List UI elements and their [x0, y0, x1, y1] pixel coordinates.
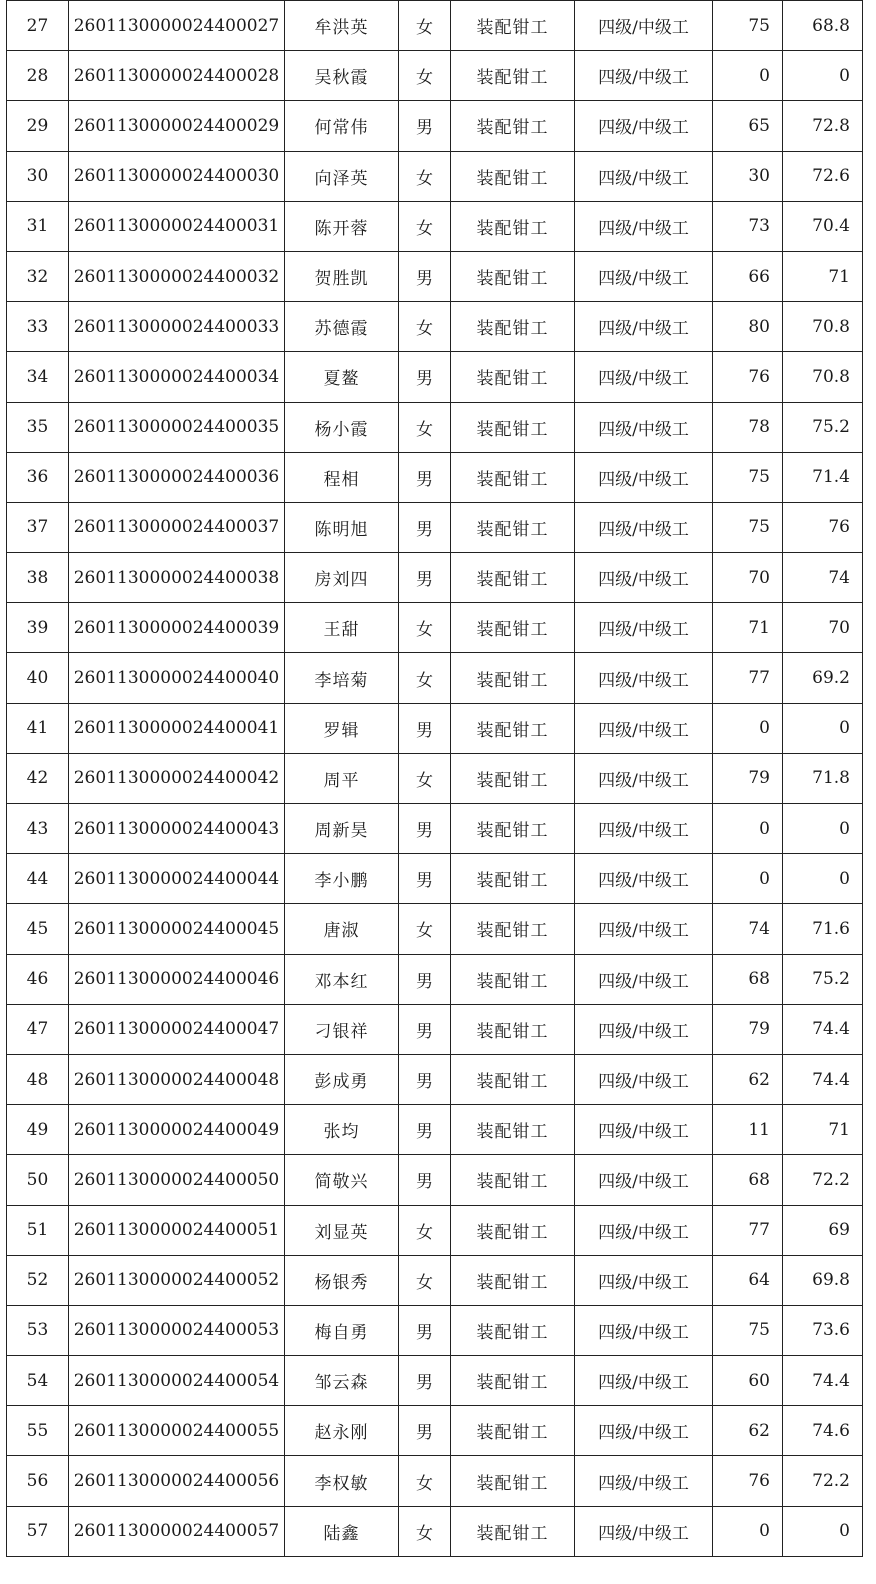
- occupation-cell: 装配钳工: [451, 954, 575, 1004]
- score-1-cell: 65: [713, 101, 783, 151]
- level-cell: 四级/中级工: [575, 302, 713, 352]
- score-1-cell: 66: [713, 251, 783, 301]
- candidate-id-cell: 2601130000024400027: [69, 1, 285, 51]
- occupation-cell: 装配钳工: [451, 452, 575, 502]
- level-cell: 四级/中级工: [575, 804, 713, 854]
- score-1-cell: 0: [713, 51, 783, 101]
- row-number-cell: 39: [7, 603, 69, 653]
- gender-cell: 男: [399, 1356, 451, 1406]
- level-cell: 四级/中级工: [575, 1105, 713, 1155]
- score-1-cell: 11: [713, 1105, 783, 1155]
- score-1-cell: 79: [713, 1004, 783, 1054]
- row-number-cell: 33: [7, 302, 69, 352]
- score-2-cell: 74.4: [783, 1356, 863, 1406]
- level-cell: 四级/中级工: [575, 653, 713, 703]
- occupation-cell: 装配钳工: [451, 101, 575, 151]
- level-cell: 四级/中级工: [575, 452, 713, 502]
- table-row: [7, 804, 863, 854]
- name-cell: 简敬兴: [285, 1155, 399, 1205]
- gender-cell: 女: [399, 653, 451, 703]
- name-cell: 刘显英: [285, 1205, 399, 1255]
- table-row: [7, 352, 863, 402]
- occupation-cell: 装配钳工: [451, 1305, 575, 1355]
- candidate-id-cell: 2601130000024400031: [69, 201, 285, 251]
- level-cell: 四级/中级工: [575, 603, 713, 653]
- candidate-id-cell: 2601130000024400028: [69, 51, 285, 101]
- score-1-cell: 60: [713, 1356, 783, 1406]
- occupation-cell: 装配钳工: [451, 804, 575, 854]
- gender-cell: 男: [399, 101, 451, 151]
- gender-cell: 女: [399, 1506, 451, 1556]
- name-cell: 苏德霞: [285, 302, 399, 352]
- row-number-cell: 53: [7, 1305, 69, 1355]
- candidate-id-cell: 2601130000024400056: [69, 1456, 285, 1506]
- score-1-cell: 0: [713, 854, 783, 904]
- candidate-id-cell: 2601130000024400048: [69, 1054, 285, 1104]
- row-number-cell: 27: [7, 1, 69, 51]
- level-cell: 四级/中级工: [575, 954, 713, 1004]
- row-number-cell: 45: [7, 904, 69, 954]
- score-1-cell: 0: [713, 1506, 783, 1556]
- level-cell: 四级/中级工: [575, 502, 713, 552]
- score-1-cell: 64: [713, 1255, 783, 1305]
- score-2-cell: 71.8: [783, 753, 863, 803]
- level-cell: 四级/中级工: [575, 1, 713, 51]
- gender-cell: 女: [399, 151, 451, 201]
- row-number-cell: 50: [7, 1155, 69, 1205]
- name-cell: 罗辑: [285, 703, 399, 753]
- score-2-cell: 0: [783, 51, 863, 101]
- table-row: [7, 151, 863, 201]
- candidate-id-cell: 2601130000024400047: [69, 1004, 285, 1054]
- occupation-cell: 装配钳工: [451, 1406, 575, 1456]
- score-1-cell: 77: [713, 1205, 783, 1255]
- table-row: [7, 101, 863, 151]
- level-cell: 四级/中级工: [575, 703, 713, 753]
- candidate-id-cell: 2601130000024400054: [69, 1356, 285, 1406]
- score-1-cell: 76: [713, 1456, 783, 1506]
- gender-cell: 男: [399, 352, 451, 402]
- score-2-cell: 74.4: [783, 1054, 863, 1104]
- name-cell: 赵永刚: [285, 1406, 399, 1456]
- name-cell: 陆鑫: [285, 1506, 399, 1556]
- score-2-cell: 71: [783, 1105, 863, 1155]
- score-1-cell: 30: [713, 151, 783, 201]
- table-row: [7, 502, 863, 552]
- gender-cell: 女: [399, 603, 451, 653]
- candidate-id-cell: 2601130000024400032: [69, 251, 285, 301]
- candidate-id-cell: 2601130000024400029: [69, 101, 285, 151]
- score-1-cell: 73: [713, 201, 783, 251]
- candidate-id-cell: 2601130000024400042: [69, 753, 285, 803]
- score-2-cell: 71: [783, 251, 863, 301]
- score-2-cell: 0: [783, 854, 863, 904]
- row-number-cell: 38: [7, 553, 69, 603]
- row-number-cell: 35: [7, 402, 69, 452]
- gender-cell: 女: [399, 402, 451, 452]
- level-cell: 四级/中级工: [575, 753, 713, 803]
- occupation-cell: 装配钳工: [451, 402, 575, 452]
- score-2-cell: 69.2: [783, 653, 863, 703]
- row-number-cell: 44: [7, 854, 69, 904]
- occupation-cell: 装配钳工: [451, 1, 575, 51]
- level-cell: 四级/中级工: [575, 1155, 713, 1205]
- row-number-cell: 56: [7, 1456, 69, 1506]
- table-row: [7, 1255, 863, 1305]
- score-2-cell: 69: [783, 1205, 863, 1255]
- level-cell: 四级/中级工: [575, 1305, 713, 1355]
- occupation-cell: 装配钳工: [451, 1205, 575, 1255]
- gender-cell: 男: [399, 854, 451, 904]
- score-1-cell: 68: [713, 954, 783, 1004]
- gender-cell: 女: [399, 904, 451, 954]
- occupation-cell: 装配钳工: [451, 201, 575, 251]
- occupation-cell: 装配钳工: [451, 1155, 575, 1205]
- score-2-cell: 68.8: [783, 1, 863, 51]
- table-body: [7, 1, 863, 1557]
- level-cell: 四级/中级工: [575, 553, 713, 603]
- table-row: [7, 201, 863, 251]
- row-number-cell: 48: [7, 1054, 69, 1104]
- score-2-cell: 72.2: [783, 1155, 863, 1205]
- name-cell: 王甜: [285, 603, 399, 653]
- score-1-cell: 70: [713, 553, 783, 603]
- score-2-cell: 71.6: [783, 904, 863, 954]
- gender-cell: 女: [399, 51, 451, 101]
- gender-cell: 女: [399, 302, 451, 352]
- score-2-cell: 72.8: [783, 101, 863, 151]
- occupation-cell: 装配钳工: [451, 553, 575, 603]
- occupation-cell: 装配钳工: [451, 251, 575, 301]
- row-number-cell: 51: [7, 1205, 69, 1255]
- row-number-cell: 54: [7, 1356, 69, 1406]
- score-2-cell: 71.4: [783, 452, 863, 502]
- table-row: [7, 1105, 863, 1155]
- level-cell: 四级/中级工: [575, 1255, 713, 1305]
- candidate-id-cell: 2601130000024400057: [69, 1506, 285, 1556]
- gender-cell: 女: [399, 1205, 451, 1255]
- score-1-cell: 80: [713, 302, 783, 352]
- occupation-cell: 装配钳工: [451, 1004, 575, 1054]
- occupation-cell: 装配钳工: [451, 502, 575, 552]
- score-1-cell: 75: [713, 502, 783, 552]
- name-cell: 李培菊: [285, 653, 399, 703]
- gender-cell: 男: [399, 1155, 451, 1205]
- candidate-id-cell: 2601130000024400045: [69, 904, 285, 954]
- candidate-id-cell: 2601130000024400039: [69, 603, 285, 653]
- row-number-cell: 37: [7, 502, 69, 552]
- name-cell: 彭成勇: [285, 1054, 399, 1104]
- table-row: [7, 452, 863, 502]
- row-number-cell: 29: [7, 101, 69, 151]
- row-number-cell: 47: [7, 1004, 69, 1054]
- name-cell: 何常伟: [285, 101, 399, 151]
- score-1-cell: 75: [713, 1305, 783, 1355]
- score-1-cell: 74: [713, 904, 783, 954]
- name-cell: 李权敏: [285, 1456, 399, 1506]
- gender-cell: 男: [399, 804, 451, 854]
- name-cell: 陈开蓉: [285, 201, 399, 251]
- score-2-cell: 70.8: [783, 352, 863, 402]
- score-1-cell: 0: [713, 703, 783, 753]
- row-number-cell: 52: [7, 1255, 69, 1305]
- row-number-cell: 49: [7, 1105, 69, 1155]
- candidate-id-cell: 2601130000024400037: [69, 502, 285, 552]
- score-2-cell: 75.2: [783, 954, 863, 1004]
- gender-cell: 女: [399, 1255, 451, 1305]
- score-2-cell: 70.4: [783, 201, 863, 251]
- candidate-id-cell: 2601130000024400050: [69, 1155, 285, 1205]
- level-cell: 四级/中级工: [575, 251, 713, 301]
- score-2-cell: 73.6: [783, 1305, 863, 1355]
- gender-cell: 男: [399, 452, 451, 502]
- name-cell: 刁银祥: [285, 1004, 399, 1054]
- name-cell: 吴秋霞: [285, 51, 399, 101]
- score-2-cell: 74.4: [783, 1004, 863, 1054]
- score-2-cell: 72.2: [783, 1456, 863, 1506]
- level-cell: 四级/中级工: [575, 201, 713, 251]
- occupation-cell: 装配钳工: [451, 753, 575, 803]
- table-row: [7, 703, 863, 753]
- gender-cell: 男: [399, 1406, 451, 1456]
- occupation-cell: 装配钳工: [451, 1105, 575, 1155]
- occupation-cell: 装配钳工: [451, 854, 575, 904]
- name-cell: 周新昊: [285, 804, 399, 854]
- occupation-cell: 装配钳工: [451, 51, 575, 101]
- score-1-cell: 75: [713, 452, 783, 502]
- level-cell: 四级/中级工: [575, 151, 713, 201]
- score-2-cell: 70: [783, 603, 863, 653]
- score-1-cell: 79: [713, 753, 783, 803]
- row-number-cell: 46: [7, 954, 69, 1004]
- occupation-cell: 装配钳工: [451, 653, 575, 703]
- occupation-cell: 装配钳工: [451, 352, 575, 402]
- table-row: [7, 1305, 863, 1355]
- score-2-cell: 0: [783, 703, 863, 753]
- table-row: [7, 302, 863, 352]
- occupation-cell: 装配钳工: [451, 703, 575, 753]
- occupation-cell: 装配钳工: [451, 151, 575, 201]
- name-cell: 夏鳌: [285, 352, 399, 402]
- name-cell: 周平: [285, 753, 399, 803]
- score-1-cell: 71: [713, 603, 783, 653]
- gender-cell: 男: [399, 1105, 451, 1155]
- candidate-id-cell: 2601130000024400055: [69, 1406, 285, 1456]
- name-cell: 杨银秀: [285, 1255, 399, 1305]
- occupation-cell: 装配钳工: [451, 1456, 575, 1506]
- gender-cell: 男: [399, 1305, 451, 1355]
- table-row: [7, 553, 863, 603]
- score-1-cell: 62: [713, 1054, 783, 1104]
- score-1-cell: 77: [713, 653, 783, 703]
- occupation-cell: 装配钳工: [451, 302, 575, 352]
- gender-cell: 男: [399, 954, 451, 1004]
- level-cell: 四级/中级工: [575, 1406, 713, 1456]
- score-1-cell: 75: [713, 1, 783, 51]
- name-cell: 杨小霞: [285, 402, 399, 452]
- level-cell: 四级/中级工: [575, 352, 713, 402]
- occupation-cell: 装配钳工: [451, 1054, 575, 1104]
- score-1-cell: 76: [713, 352, 783, 402]
- score-2-cell: 75.2: [783, 402, 863, 452]
- table-row: [7, 954, 863, 1004]
- candidate-id-cell: 2601130000024400030: [69, 151, 285, 201]
- score-1-cell: 78: [713, 402, 783, 452]
- candidate-id-cell: 2601130000024400044: [69, 854, 285, 904]
- score-2-cell: 74.6: [783, 1406, 863, 1456]
- table-row: [7, 1054, 863, 1104]
- gender-cell: 男: [399, 1054, 451, 1104]
- level-cell: 四级/中级工: [575, 1356, 713, 1406]
- row-number-cell: 43: [7, 804, 69, 854]
- name-cell: 唐淑: [285, 904, 399, 954]
- table-row: [7, 1406, 863, 1456]
- score-2-cell: 76: [783, 502, 863, 552]
- level-cell: 四级/中级工: [575, 1004, 713, 1054]
- score-2-cell: 74: [783, 553, 863, 603]
- table-row: [7, 904, 863, 954]
- name-cell: 邓本红: [285, 954, 399, 1004]
- occupation-cell: 装配钳工: [451, 904, 575, 954]
- candidate-id-cell: 2601130000024400034: [69, 352, 285, 402]
- name-cell: 梅自勇: [285, 1305, 399, 1355]
- occupation-cell: 装配钳工: [451, 1506, 575, 1556]
- level-cell: 四级/中级工: [575, 1054, 713, 1104]
- score-1-cell: 62: [713, 1406, 783, 1456]
- table-row: [7, 653, 863, 703]
- row-number-cell: 28: [7, 51, 69, 101]
- row-number-cell: 40: [7, 653, 69, 703]
- table-row: [7, 1004, 863, 1054]
- candidate-id-cell: 2601130000024400051: [69, 1205, 285, 1255]
- table-row: [7, 753, 863, 803]
- row-number-cell: 31: [7, 201, 69, 251]
- table-row: [7, 402, 863, 452]
- gender-cell: 女: [399, 1, 451, 51]
- table-row: [7, 1, 863, 51]
- candidate-id-cell: 2601130000024400052: [69, 1255, 285, 1305]
- level-cell: 四级/中级工: [575, 854, 713, 904]
- score-table-sheet: [6, 0, 862, 1557]
- score-2-cell: 0: [783, 804, 863, 854]
- score-1-cell: 0: [713, 804, 783, 854]
- gender-cell: 女: [399, 201, 451, 251]
- candidate-id-cell: 2601130000024400049: [69, 1105, 285, 1155]
- level-cell: 四级/中级工: [575, 1205, 713, 1255]
- table-row: [7, 603, 863, 653]
- name-cell: 向泽英: [285, 151, 399, 201]
- score-2-cell: 72.6: [783, 151, 863, 201]
- score-1-cell: 68: [713, 1155, 783, 1205]
- gender-cell: 女: [399, 1456, 451, 1506]
- gender-cell: 男: [399, 251, 451, 301]
- row-number-cell: 57: [7, 1506, 69, 1556]
- table-row: [7, 1506, 863, 1556]
- row-number-cell: 55: [7, 1406, 69, 1456]
- row-number-cell: 41: [7, 703, 69, 753]
- row-number-cell: 42: [7, 753, 69, 803]
- candidate-id-cell: 2601130000024400036: [69, 452, 285, 502]
- table-row: [7, 854, 863, 904]
- level-cell: 四级/中级工: [575, 1506, 713, 1556]
- table-row: [7, 1456, 863, 1506]
- level-cell: 四级/中级工: [575, 402, 713, 452]
- gender-cell: 男: [399, 502, 451, 552]
- candidate-id-cell: 2601130000024400041: [69, 703, 285, 753]
- candidate-id-cell: 2601130000024400053: [69, 1305, 285, 1355]
- name-cell: 张均: [285, 1105, 399, 1155]
- table-row: [7, 51, 863, 101]
- score-table: [6, 0, 863, 1557]
- candidate-id-cell: 2601130000024400040: [69, 653, 285, 703]
- gender-cell: 男: [399, 1004, 451, 1054]
- row-number-cell: 34: [7, 352, 69, 402]
- candidate-id-cell: 2601130000024400043: [69, 804, 285, 854]
- gender-cell: 女: [399, 753, 451, 803]
- name-cell: 贺胜凯: [285, 251, 399, 301]
- table-row: [7, 1155, 863, 1205]
- gender-cell: 男: [399, 553, 451, 603]
- table-row: [7, 1205, 863, 1255]
- score-2-cell: 0: [783, 1506, 863, 1556]
- level-cell: 四级/中级工: [575, 51, 713, 101]
- occupation-cell: 装配钳工: [451, 603, 575, 653]
- name-cell: 房刘四: [285, 553, 399, 603]
- occupation-cell: 装配钳工: [451, 1356, 575, 1406]
- score-2-cell: 69.8: [783, 1255, 863, 1305]
- gender-cell: 男: [399, 703, 451, 753]
- row-number-cell: 36: [7, 452, 69, 502]
- table-row: [7, 1356, 863, 1406]
- candidate-id-cell: 2601130000024400035: [69, 402, 285, 452]
- level-cell: 四级/中级工: [575, 101, 713, 151]
- row-number-cell: 30: [7, 151, 69, 201]
- row-number-cell: 32: [7, 251, 69, 301]
- candidate-id-cell: 2601130000024400038: [69, 553, 285, 603]
- score-2-cell: 70.8: [783, 302, 863, 352]
- level-cell: 四级/中级工: [575, 1456, 713, 1506]
- name-cell: 李小鹏: [285, 854, 399, 904]
- level-cell: 四级/中级工: [575, 904, 713, 954]
- occupation-cell: 装配钳工: [451, 1255, 575, 1305]
- name-cell: 程相: [285, 452, 399, 502]
- name-cell: 牟洪英: [285, 1, 399, 51]
- name-cell: 陈明旭: [285, 502, 399, 552]
- name-cell: 邹云森: [285, 1356, 399, 1406]
- table-row: [7, 251, 863, 301]
- candidate-id-cell: 2601130000024400046: [69, 954, 285, 1004]
- candidate-id-cell: 2601130000024400033: [69, 302, 285, 352]
